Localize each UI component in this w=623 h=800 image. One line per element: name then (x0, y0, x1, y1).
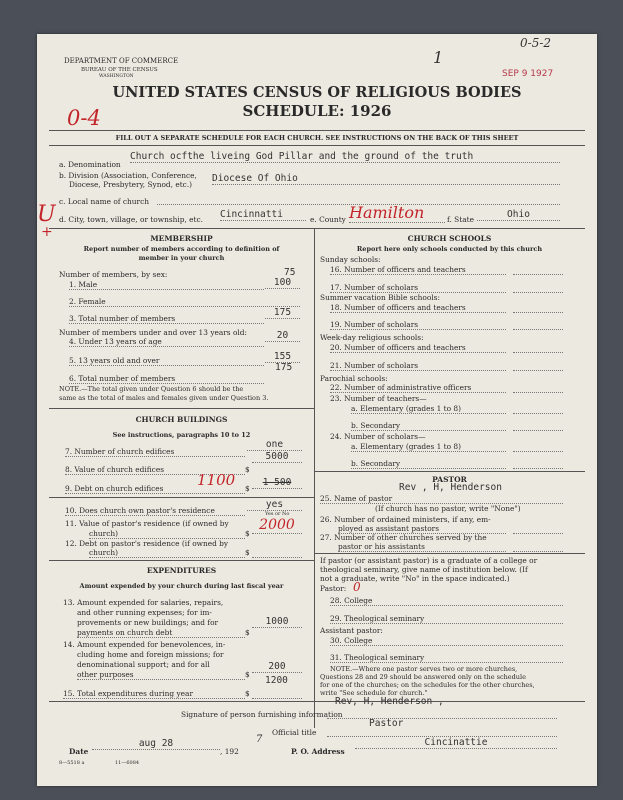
expenditures-sub: Amount expended by your church during last fiscal year (79, 582, 284, 590)
official-title-value: Pastor (369, 718, 404, 729)
divider (49, 130, 585, 131)
benevolence-label: 14. Amount expended for benevolences, in- (63, 640, 226, 649)
scholars-secondary-label: b. Secondary (351, 459, 506, 469)
residence-debt-label: 12. Debt on pastor's residence (if owned by (65, 539, 229, 548)
pastor-name-label: 25. Name of pastor (320, 494, 563, 504)
asst-seminary-label: 31. Theological seminary (330, 653, 563, 663)
assistants-label-2: ployed as assistant pastors (338, 524, 506, 534)
under-13-value: 20 (265, 330, 300, 342)
buildings-sub: See instructions, paragraphs 10 to 12 (112, 431, 251, 439)
denomination-label: a. Denomination (59, 160, 121, 169)
top-right-mark: 0-5-2 (520, 36, 552, 50)
total-exp-label: 15. Total expenditures during year (63, 689, 245, 699)
asst-college-label: 30. College (330, 636, 563, 646)
divider (49, 497, 314, 498)
divider (49, 408, 314, 409)
side-plus-mark: + (41, 224, 53, 240)
divider (49, 560, 314, 561)
schools-sub: Report here only schools conducted by this church (356, 245, 543, 253)
teachers-elementary-value (513, 413, 563, 414)
side-code-mark: U (37, 202, 56, 227)
benevolence-label-2: cluding home and foreign missions; for (77, 650, 224, 659)
membership-note-2: same as the total of males and females given under Question 3. (59, 394, 269, 402)
census-form-sheet (37, 34, 597, 786)
male-value: 100 (265, 277, 300, 289)
scholars-secondary-value (513, 468, 563, 469)
summer-officers-label: 18. Number of officers and teachers (330, 303, 506, 313)
received-stamp: SEP 9 1927 (502, 69, 554, 79)
total-exp-line (252, 698, 302, 699)
pastor-college-label: 28. College (330, 596, 563, 606)
female-label: 2. Female (69, 297, 264, 307)
weekday-scholars-value (513, 370, 563, 371)
sunday-officers-label: 16. Number of officers and teachers (330, 265, 506, 275)
edifice-value-label: 8. Value of church edifices (65, 465, 245, 475)
owns-residence-label: 10. Does church own pastor's residence (65, 506, 245, 516)
divider (49, 145, 585, 146)
county-value: Hamilton (349, 203, 445, 223)
dollar-sign: $ (245, 484, 250, 493)
top-number-mark: 1 (433, 48, 444, 67)
edifices-value: one (247, 439, 302, 451)
scholars-elementary-value (513, 451, 563, 452)
year-value: 7 (256, 734, 263, 745)
residence-value: 2000 (252, 517, 302, 534)
po-address-value: Cincinattie (355, 737, 557, 749)
pastor-seminary-label: 29. Theological seminary (330, 614, 563, 624)
date-value: aug 28 (92, 738, 220, 750)
graduate-instruction: If pastor (or assistant pastor) is a graduate of a college or (320, 556, 538, 565)
teachers-secondary-label: b. Secondary (351, 421, 506, 431)
benevolence-label-4: other purposes (77, 670, 245, 680)
dollar-sign: $ (245, 670, 250, 679)
admin-officers-value (513, 392, 563, 393)
pastor-note: NOTE.—Where one pastor serves two or more churches, (330, 665, 518, 673)
dept-label: DEPARTMENT OF COMMERCE (64, 57, 179, 65)
date-label: Date (69, 747, 89, 756)
age-header: Number of members under and over 13 years old: (59, 328, 247, 337)
pastor-name-value: Rev , H, Henderson (399, 482, 502, 493)
edifice-debt-label: 9. Debt on church edifices (65, 484, 245, 494)
running-exp-label-4: payments on church debt (77, 628, 245, 638)
parochial-label: Parochial schools: (320, 374, 388, 383)
signature-line (327, 718, 557, 719)
po-address-label: P. O. Address (291, 747, 345, 756)
total-exp-typed: 1200 (265, 675, 288, 686)
summer-scholars-value (513, 329, 563, 330)
running-exp-label: 13. Amount expended for salaries, repairs, (63, 598, 224, 607)
schedule-title: SCHEDULE: 1926 (242, 102, 392, 120)
yes-no-hint: Yes or No (265, 511, 290, 517)
benevolence-value: 200 (252, 661, 302, 673)
sunday-label: Sunday schools: (320, 255, 381, 264)
divider (314, 553, 585, 554)
signature-label: Signature of person furnishing information (181, 710, 343, 719)
teachers-secondary-value (513, 430, 563, 431)
local-name-label: c. Local name of church (59, 197, 149, 206)
edifice-debt-value: 1 500 (252, 477, 302, 489)
bureau-label: BUREAU OF THE CENSUS (81, 67, 158, 73)
weekday-officers-value (513, 352, 563, 353)
form-number: 8—5518 a (59, 760, 85, 766)
city-label: d. City, town, village, or township, etc. (59, 215, 204, 224)
scholars-label: 24. Number of scholars— (330, 432, 426, 441)
sunday-scholars-value (513, 292, 563, 293)
dollar-sign: $ (245, 628, 250, 637)
summer-officers-value (513, 312, 563, 313)
dollar-sign: $ (245, 465, 250, 474)
under-13-label: 4. Under 13 years of age (69, 337, 264, 347)
form-number-2: 11—6084 (115, 760, 140, 766)
membership-sub-2: member in your church (138, 254, 225, 262)
schools-title: CHURCH SCHOOLS (407, 234, 492, 243)
state-label: f. State (447, 215, 474, 224)
other-churches-value (513, 551, 563, 552)
pastor-sub-label: Pastor: (320, 584, 347, 593)
residence-value-label: 11. Value of pastor's residence (if owned by (65, 519, 229, 528)
code-mark: 0-4 (67, 106, 101, 130)
expenditures-title: EXPENDITURES (146, 566, 217, 575)
bysex-label: Number of members, by sex: (59, 270, 168, 279)
other-churches-label: 27. Number of other churches served by the (320, 533, 487, 542)
sunday-scholars-label: 17. Number of scholars (330, 283, 506, 293)
membership-title: MEMBERSHIP (150, 234, 213, 243)
city-label: WASHINGTON (99, 74, 134, 79)
residence-value-label-2: church) (89, 529, 245, 539)
weekday-scholars-label: 21. Number of scholars (330, 361, 506, 371)
county-label: e. County (310, 215, 346, 224)
over-13-value: 155 (265, 351, 300, 363)
total-members-value: 175 (265, 307, 300, 319)
assistant-pastor-label: Assistant pastor: (320, 626, 383, 635)
weekday-officers-label: 20. Number of officers and teachers (330, 343, 506, 353)
other-churches-label-2: pastor or his assistants (338, 542, 506, 552)
dollar-sign: $ (245, 689, 250, 698)
denomination-value: Church ocfthe liveing God Pillar and the ground of the truth (130, 151, 560, 163)
male-label: 1. Male (69, 280, 264, 290)
pastor-note-3: for one of the churches; on the schedules for the other churches, (320, 681, 535, 689)
pastor-note-4: write "See schedule for church." (320, 689, 428, 697)
total-members-label: 3. Total number of members (69, 314, 264, 324)
year-prefix: , 192 (220, 747, 239, 756)
assistants-label: 26. Number of ordained ministers, if any, em- (320, 515, 491, 524)
divider (314, 471, 585, 472)
residence-debt-label-2: church) (89, 548, 245, 558)
divider (49, 228, 585, 229)
pastor-mark: 0 (353, 580, 361, 594)
owns-residence-value: yes (247, 499, 302, 511)
edifices-label: 7. Number of church edifices (65, 447, 245, 457)
summer-label: Summer vacation Bible schools: (320, 293, 440, 302)
instruction-line: FILL OUT A SEPARATE SCHEDULE FOR EACH CHURCH. SEE INSTRUCTIONS ON THE BACK OF THIS SHEET (115, 134, 519, 142)
graduate-instruction-2: theological seminary, give name of institution below. (If (320, 565, 528, 574)
residence-debt-value (252, 557, 302, 558)
weekday-label: Week-day religious schools: (320, 333, 424, 342)
division-label-2: Diocese, Presbytery, Synod, etc.) (69, 180, 193, 189)
teachers-elementary-label: a. Elementary (grades 1 to 8) (351, 404, 506, 414)
division-value: Diocese Of Ohio (212, 173, 560, 185)
dollar-sign: $ (245, 529, 250, 538)
state-value: Ohio (477, 209, 560, 221)
total-6-label: 6. Total number of members (69, 374, 264, 384)
over-13-label: 5. 13 years old and over (69, 356, 264, 366)
pastor-title: PASTOR (432, 475, 467, 484)
membership-note: NOTE.—The total given under Question 6 should be the (59, 385, 244, 393)
signature-value: Rev, H, Henderson , (335, 696, 444, 707)
buildings-title: CHURCH BUILDINGS (135, 415, 228, 424)
assistants-value (513, 533, 563, 534)
official-title-label: Official title (272, 728, 317, 737)
pastor-note-2: Questions 28 and 29 should be answered only on the schedule (320, 673, 526, 681)
edifice-value: 5000 (252, 451, 302, 463)
male-value-typed: 75 (284, 267, 296, 278)
graduate-instruction-3: not a graduate, write "No" in the space indicated.) (320, 574, 510, 583)
total-6-value: 175 (275, 362, 293, 373)
running-exp-label-3: provements or new buildings; and for (77, 618, 219, 627)
membership-sub: Report number of members according to definition of (83, 245, 280, 253)
dollar-sign: $ (245, 548, 250, 557)
pastor-name-hint: (If church has no pastor, write "None") (375, 504, 521, 513)
scholars-elementary-label: a. Elementary (grades 1 to 8) (351, 442, 506, 452)
summer-scholars-label: 19. Number of scholars (330, 320, 506, 330)
admin-officers-label: 22. Number of administrative officers (330, 383, 506, 393)
benevolence-label-3: denominational support; and for all (77, 660, 210, 669)
running-exp-label-2: and other running expenses; for im- (77, 608, 212, 617)
edifice-debt-hand: 1100 (197, 471, 236, 489)
division-label: b. Division (Association, Conference, (59, 171, 197, 180)
sunday-officers-value (513, 274, 563, 275)
form-title: UNITED STATES CENSUS OF RELIGIOUS BODIES (112, 84, 522, 101)
divider (49, 701, 585, 702)
running-exp-value: 1000 (252, 616, 302, 628)
city-value: Cincinnatti (220, 209, 306, 221)
teachers-label: 23. Number of teachers— (330, 394, 427, 403)
